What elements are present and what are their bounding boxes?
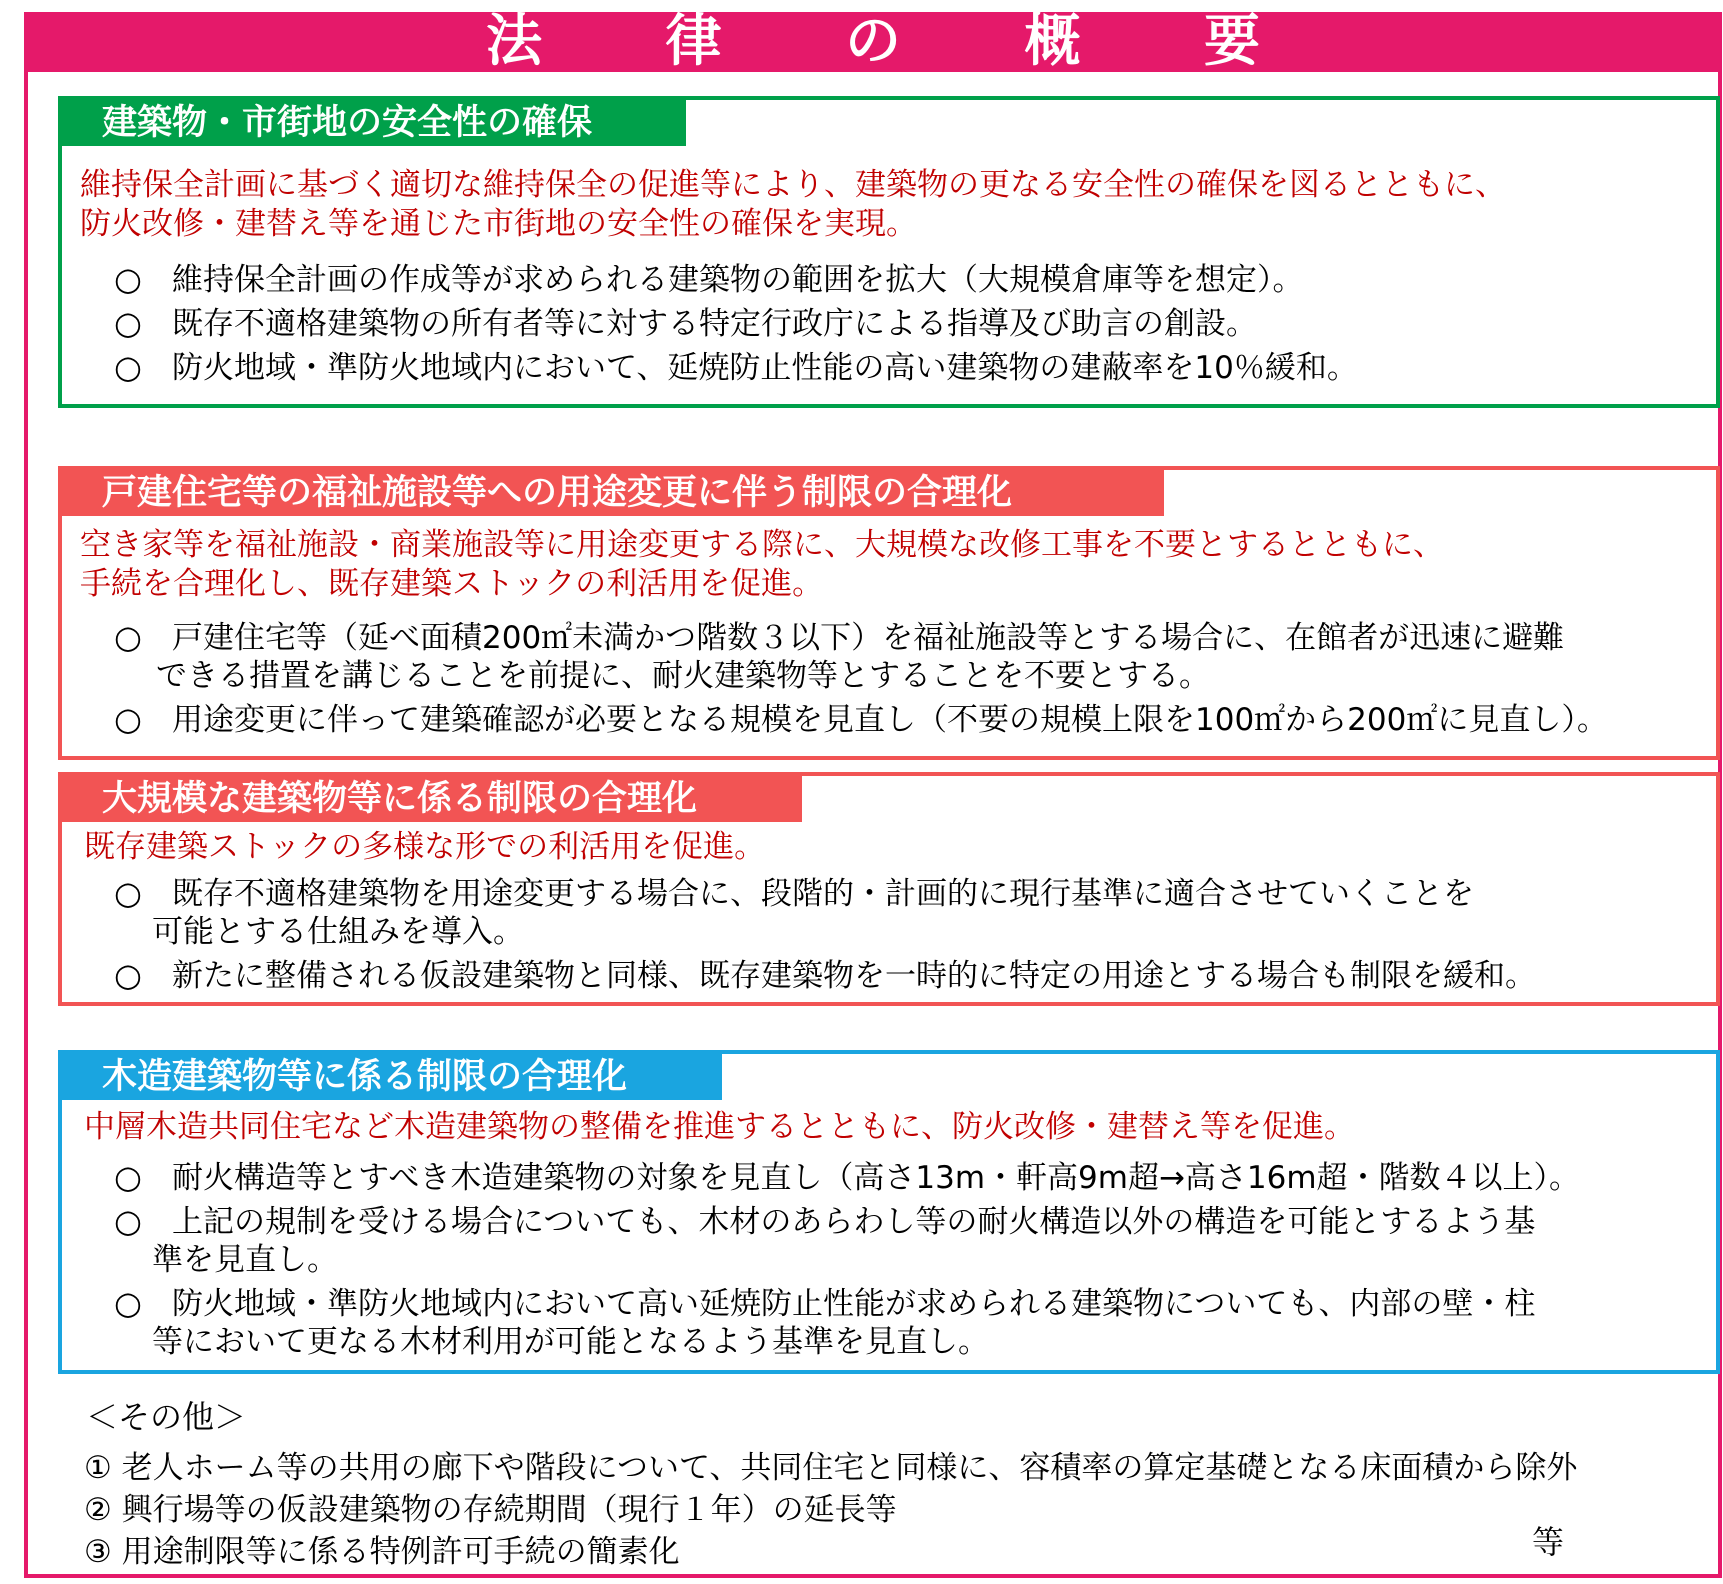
circle-bullet: ○ [114,304,142,342]
bullet-item-continuation: 等において更なる木材利用が可能となるよう基準を見直し。 [152,1324,989,1360]
bullet-item: ○ 耐火構造等とすべき木造建築物の対象を見直し（高さ13m・軒高9m超→高さ16m超・階数４以上）。 [114,1158,1581,1196]
etc-label: 等 [1532,1523,1565,1561]
bullet-item: ○ 上記の規制を受ける場合についても、木材のあらわし等の耐火構造以外の構造を可能とするよう基 [114,1202,1536,1240]
section-wooden-buildings [58,1050,1720,1374]
bullet-item: ○ 防火地域・準防火地域内において高い延焼防止性能が求められる建築物についても、内部の壁・柱 [114,1284,1536,1322]
section-lead-line: 既存建築ストックの多様な形での利活用を促進。 [84,829,766,865]
section-lead-line: 防火改修・建替え等を通じた市街地の安全性の確保を実現。 [80,206,917,242]
circle-bullet: ○ [114,1158,142,1196]
section-welfare-conversion [58,466,1720,760]
bullet-item: ○ 防火地域・準防火地域内において、延焼防止性能の高い建築物の建蔽率を10％緩和。 [114,348,1358,386]
bullet-item: ○ 戸建住宅等（延べ面積200㎡未満かつ階数３以下）を福祉施設等とする場合に、在館者が迅速に避難 [114,618,1565,656]
circle-bullet: ○ [114,260,142,298]
section-heading: 大規模な建築物等に係る制限の合理化 [62,776,802,822]
bullet-item-continuation: 準を見直し。 [152,1242,338,1278]
section-heading: 建築物・市街地の安全性の確保 [62,100,686,146]
other-item: ② 興行場等の仮設建築物の存続期間（現行１年）の延長等 [84,1492,897,1528]
section-large-buildings [58,772,1720,1006]
circle-bullet: ○ [114,1284,142,1322]
section-lead-line: 維持保全計画に基づく適切な維持保全の促進等により、建築物の更なる安全性の確保を図るとともに、 [80,167,1506,203]
section-lead-line: 中層木造共同住宅など木造建築物の整備を推進するとともに、防火改修・建替え等を促進。 [84,1109,1355,1145]
bullet-item: ○ 既存不適格建築物を用途変更する場合に、段階的・計画的に現行基準に適合させていくことを [114,874,1474,912]
bullet-item: ○ 維持保全計画の作成等が求められる建築物の範囲を拡大（大規模倉庫等を想定）。 [114,260,1304,298]
bullet-item: ○ 新たに整備される仮設建築物と同様、既存建築物を一時的に特定の用途とする場合も制限を緩和。 [114,956,1536,994]
other-heading: ＜その他＞ [86,1398,247,1436]
bullet-item-continuation: できる措置を講じることを前提に、耐火建築物等とすることを不要とする。 [156,658,1210,694]
section-lead-line: 空き家等を福祉施設・商業施設等に用途変更する際に、大規模な改修工事を不要とするとともに、 [80,527,1444,563]
page-title: 法 律 の 概 要 [486,9,1312,74]
other-item: ③ 用途制限等に係る特例許可手続の簡素化 [84,1534,680,1570]
circle-bullet: ○ [114,874,142,912]
other-item: ① 老人ホーム等の共用の廊下や階段について、共同住宅と同様に、容積率の算定基礎となる床面積から除外 [84,1450,1578,1486]
bullet-item-continuation: 可能とする仕組みを導入。 [152,914,524,950]
section-lead-line: 手続を合理化し、既存建築ストックの利活用を促進。 [80,566,824,602]
section-safety [58,96,1720,408]
circle-bullet: ○ [114,1202,142,1240]
section-heading: 木造建築物等に係る制限の合理化 [62,1054,722,1100]
circle-bullet: ○ [114,700,142,738]
circle-bullet: ○ [114,348,142,386]
section-heading: 戸建住宅等の福祉施設等への用途変更に伴う制限の合理化 [62,470,1164,516]
circle-bullet: ○ [114,618,142,656]
bullet-item: ○ 用途変更に伴って建築確認が必要となる規模を見直し（不要の規模上限を100㎡から200㎡に見直し）。 [114,700,1608,738]
bullet-item: ○ 既存不適格建築物の所有者等に対する特定行政庁による指導及び助言の創設。 [114,304,1257,342]
title-bar [24,9,1722,74]
circle-bullet: ○ [114,956,142,994]
